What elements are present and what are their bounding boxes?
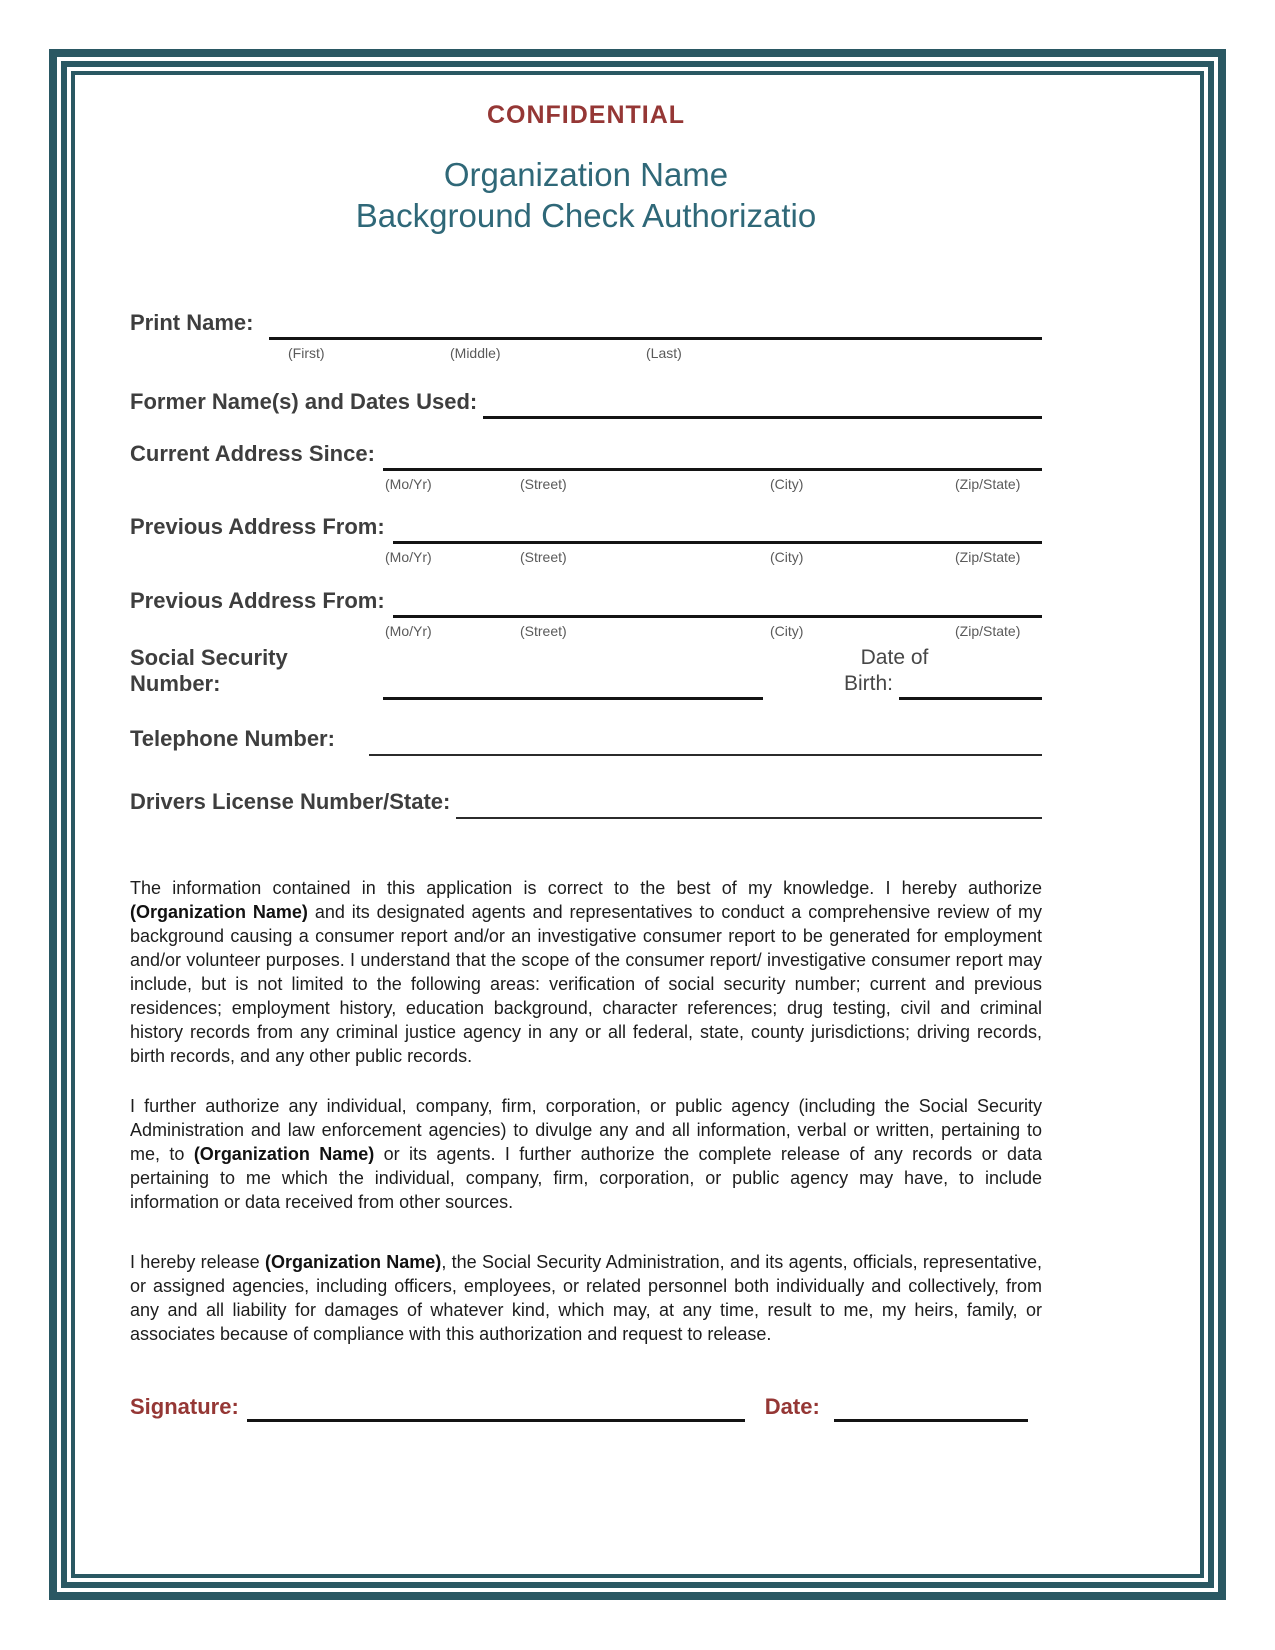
- signature-input-line[interactable]: [247, 1419, 745, 1422]
- ssn-label-line2: Number:: [130, 671, 221, 696]
- paragraph-1-org-name: (Organization Name): [130, 902, 308, 922]
- signature-label: Signature:: [130, 1394, 239, 1419]
- sublabel-first: (First): [288, 345, 325, 361]
- print-name-input-line[interactable]: [269, 337, 1042, 340]
- sublabel-street: (Street): [520, 549, 567, 565]
- previous-address-2-sublabels: [130, 621, 1042, 641]
- ssn-input-line[interactable]: [383, 697, 763, 700]
- dob-label-line2: Birth:: [844, 672, 894, 695]
- authorization-paragraph-1: [130, 876, 1042, 1068]
- sublabel-moyr: (Mo/Yr): [385, 476, 432, 492]
- form-title: Background Check Authorizatio: [355, 197, 817, 234]
- sublabel-moyr: (Mo/Yr): [385, 549, 432, 565]
- field-telephone: [130, 725, 1042, 753]
- paragraph-1-text: The information contained in this application is correct to the best of my knowledge. I hereby authorize: [130, 878, 1042, 898]
- authorization-paragraph-2: [130, 1094, 1042, 1214]
- previous-address-1-sublabels: [130, 547, 1042, 567]
- sublabel-zipstate: (Zip/State): [955, 623, 1021, 639]
- field-drivers-license: [130, 788, 1042, 816]
- paragraph-3-org-name: (Organization Name): [264, 1252, 442, 1272]
- form-document: [130, 100, 1042, 1420]
- sublabel-city: (City): [770, 549, 804, 565]
- sublabel-city: (City): [770, 476, 804, 492]
- drivers-license-input-line[interactable]: [456, 817, 1042, 819]
- sublabel-street: (Street): [520, 623, 567, 639]
- print-name-label: Print Name:: [130, 310, 254, 335]
- date-input-line[interactable]: [834, 1419, 1028, 1422]
- previous-address-1-input-line[interactable]: [393, 541, 1042, 544]
- sublabel-street: (Street): [520, 476, 567, 492]
- sublabel-moyr: (Mo/Yr): [385, 623, 432, 639]
- ssn-label-line1: Social Security: [130, 645, 288, 670]
- confidential-banner: CONFIDENTIAL: [486, 101, 686, 129]
- previous-address-2-label: Previous Address From:: [130, 588, 385, 613]
- paragraph-3-text: I hereby release: [130, 1252, 265, 1272]
- dob-label-line1: Date of: [860, 646, 929, 669]
- current-address-label: Current Address Since:: [130, 441, 375, 466]
- date-label: Date:: [764, 1394, 820, 1419]
- ssn-label: [130, 645, 375, 697]
- sublabel-city: (City): [770, 623, 804, 639]
- field-former-names: [130, 388, 1042, 416]
- field-previous-address-1: [130, 513, 1042, 541]
- current-address-sublabels: [130, 474, 1042, 494]
- current-address-input-line[interactable]: [383, 468, 1042, 471]
- sublabel-zipstate: (Zip/State): [955, 476, 1021, 492]
- sublabel-last: (Last): [646, 345, 682, 361]
- paragraph-2-org-name: (Organization Name): [193, 1144, 375, 1164]
- previous-address-1-label: Previous Address From:: [130, 514, 385, 539]
- telephone-label: Telephone Number:: [130, 726, 335, 751]
- field-print-name: [130, 309, 1042, 337]
- previous-address-2-input-line[interactable]: [393, 615, 1042, 618]
- former-names-input-line[interactable]: [483, 416, 1042, 419]
- former-names-label: Former Name(s) and Dates Used:: [130, 389, 478, 414]
- paragraph-1-text-cont: and its designated agents and representatives to conduct a comprehensive review of my background causing a consumer report and/or an investigative consumer report to be generated for employment and/or volunteer purposes. I understand that the scope of the consumer report/ investigative consumer report may include, but is not limited to the following areas: verification of social security number; current and previous residences; employment history, education background, character references; drug testing, civil and criminal history records from any criminal justice agency in any or all federal, state, county jurisdictions; driving records, birth records, and any other public records.: [130, 902, 1042, 1066]
- telephone-input-line[interactable]: [369, 754, 1042, 756]
- paragraph-2-text: I further authorize any individual, company, firm, corporation, or public agency (including the Social Security Administration and law enforcement agencies) to divulge any and all information, verbal or written, pertaining to me, to: [130, 1096, 1042, 1164]
- drivers-license-label: Drivers License Number/State:: [130, 789, 451, 814]
- field-current-address: [130, 440, 1042, 468]
- authorization-paragraph-3: [130, 1250, 1042, 1346]
- page-title: [130, 154, 1042, 236]
- paragraph-3-text-cont: , the Social Security Administration, and its agents, officials, representative, or assigned agencies, including officers, employees, or related personnel both individually and collectively, from any and all liability for damages of whatever kind, which may, at any time, result to me, my heirs, family, or associates because of compliance with this authorization and request to release.: [130, 1252, 1042, 1344]
- print-name-sublabels: [130, 343, 1042, 363]
- dob-input-line[interactable]: [899, 697, 1042, 700]
- paragraph-2-text-cont: or its agents. I further authorize the complete release of any records or data pertaining to me which the individual, company, firm, corporation, or public agency may have, to include information or data received from other sources.: [130, 1144, 1042, 1212]
- sublabel-zipstate: (Zip/State): [955, 549, 1021, 565]
- signature-section: [130, 1394, 1042, 1420]
- sublabel-middle: (Middle): [450, 345, 501, 361]
- field-ssn-dob: [130, 645, 1042, 697]
- organization-name-title: Organization Name: [443, 156, 729, 193]
- dob-row: [832, 671, 1042, 697]
- field-previous-address-2: [130, 587, 1042, 615]
- dob-block: [832, 645, 1042, 697]
- personal-info-section: [130, 309, 1042, 816]
